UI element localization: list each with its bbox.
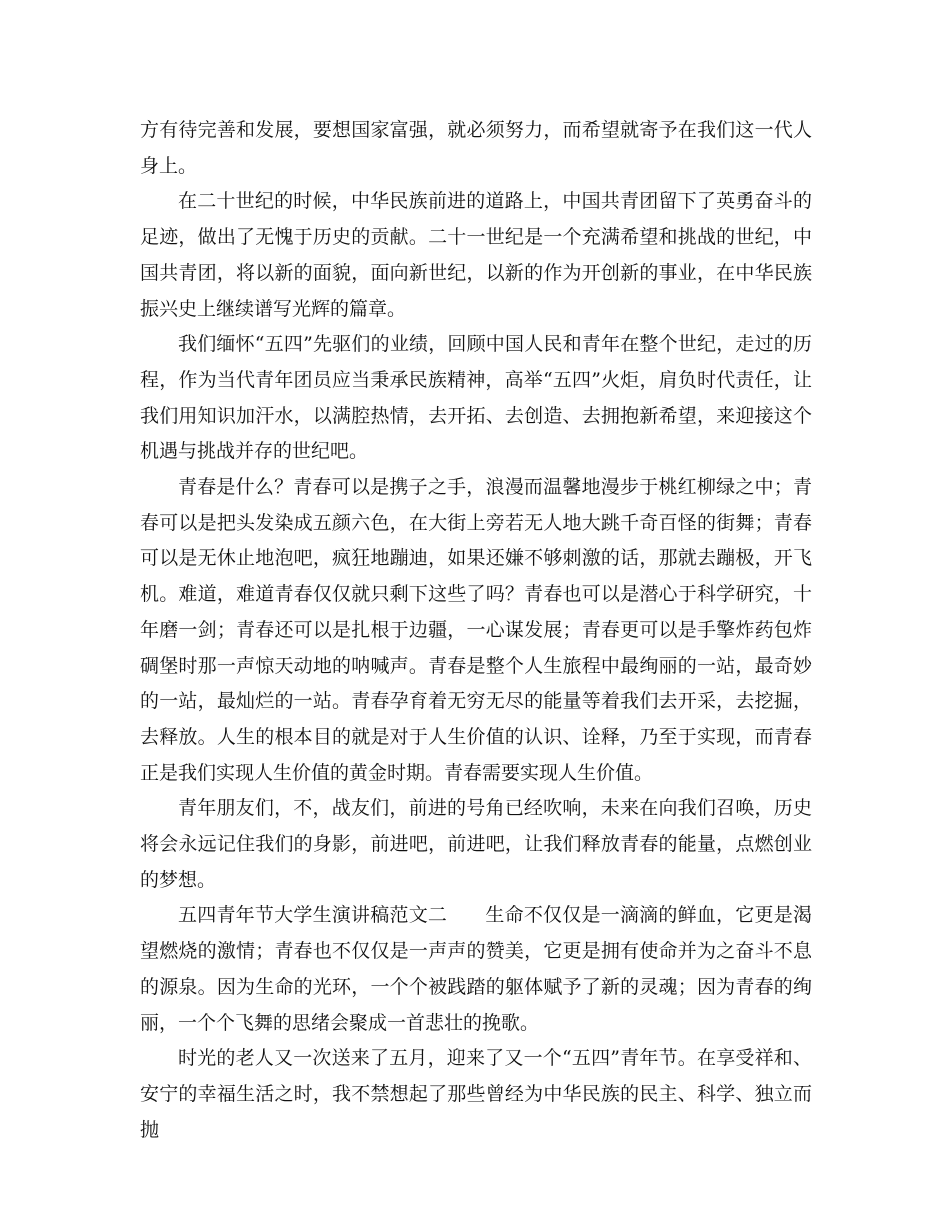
paragraph-may-fourth-pioneers: 我们缅怀“五四”先驱们的业绩，回顾中国人民和青年在整个世纪，走过的历程，作为当代青年团员应当秉承民族精神，高举“五四”火炬，肩负时代责任，让我们用知识加汗水，以满腔热情，去开拓、去创造、去拥抱新希望，来迎接这个机遇与挑战并存的世纪吧。 <box>140 333 812 463</box>
paragraph-what-is-youth: 青春是什么？青春可以是携子之手，浪漫而温馨地漫步于桃红柳绿之中；青春可以是把头发染成五颜六色，在大街上旁若无人地大跳千奇百怪的街舞；青春可以是无休止地泡吧，疯狂地蹦迪，如果还嫌不够刺激的话，那就去蹦极，开飞机。难道，难道青春仅仅就只剩下这些了吗？青春也可以是潜心于科学研究，十年磨一剑；青春还可以是扎根于边疆，一心谋发展；青春更可以是手擎炸药包炸碉堡时那一声惊天动地的呐喊声。青春是整个人生旅程中最绚丽的一站，最奇妙的一站，最灿烂的一站。青春孕育着无穷无尽的能量等着我们去开采，去挖掘，去释放。人生的根本目的就是对于人生价值的认识、诠释，乃至于实现，而青春正是我们实现人生价值的黄金时期。青春需要实现人生价值。 <box>140 476 812 784</box>
paragraph-may-arrives: 时光的老人又一次送来了五月，迎来了又一个“五四”青年节。在享受祥和、安宁的幸福生活之时，我不禁想起了那些曾经为中华民族的民主、科学、独立而抛 <box>140 1047 812 1141</box>
section-body: 生命不仅仅是一滴滴的鲜血，它更是渴望燃烧的激情；青春也不仅仅是一声声的赞美，它更是拥有使命并为之奋斗不息的源泉。因为生命的光环，一个个被践踏的躯体赋予了新的灵魂；因为青春的绚丽，一个个飞舞的思绪会聚成一首悲壮的挽歌。 <box>140 904 812 1034</box>
section-title: 五四青年节大学生演讲稿范文二 <box>178 904 448 927</box>
paragraph-continuation: 方有待完善和发展，要想国家富强，就必须努力，而希望就寄予在我们这一代人身上。 <box>140 119 812 177</box>
paragraph-communist-youth-league: 在二十世纪的时候，中华民族前进的道路上，中国共青团留下了英勇奋斗的足迹，做出了无愧于历史的贡献。二十一世纪是一个充满希望和挑战的世纪，中国共青团，将以新的面貌，面向新世纪，以新的作为开创新的事业，在中华民族振兴史上继续谱写光辉的篇章。 <box>140 190 812 320</box>
paragraph-section-two <box>140 898 812 1041</box>
document-body <box>140 113 812 1148</box>
paragraph-young-friends: 青年朋友们，不，战友们，前进的号角已经吹响，未来在向我们召唤，历史将会永远记住我们的身影，前进吧，前进吧，让我们释放青春的能量，点燃创业的梦想。 <box>140 797 812 891</box>
